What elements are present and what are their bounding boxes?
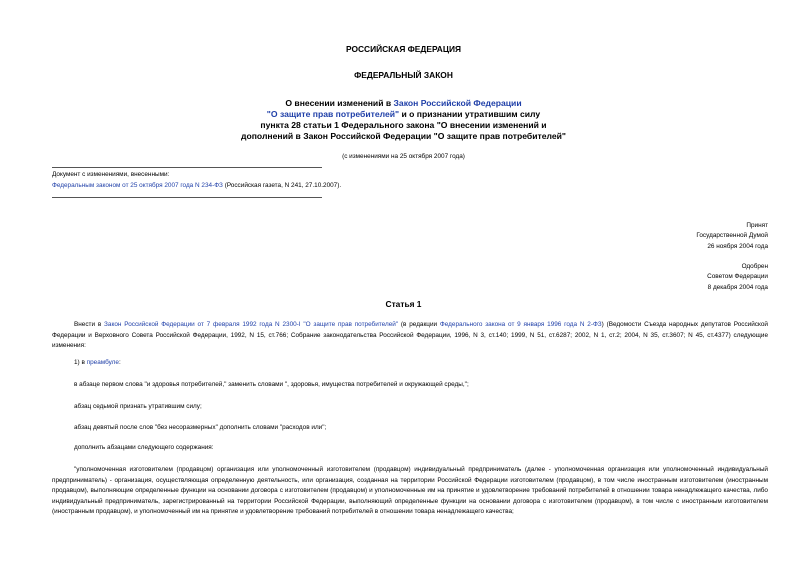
law-name-link[interactable]: "О защите прав потребителей" [266, 109, 400, 119]
federal-law-1996-link[interactable]: Федерального закона от 9 января 1996 года N 2-ФЗ [439, 321, 602, 328]
item-3: абзац седьмой признать утратившим силу; [74, 403, 202, 410]
doc-box-line2 [52, 181, 472, 192]
adopted-date: 26 ноября 2004 года [707, 242, 768, 250]
preamble-link[interactable]: преамбуле [86, 359, 119, 366]
amendments-note: (с изменениями на 25 октября 2007 года) [342, 153, 465, 160]
divider-top [52, 167, 322, 168]
approved-block [600, 262, 768, 293]
law-type-heading: ФЕДЕРАЛЬНЫЙ ЗАКОН [354, 70, 453, 80]
divider-bottom [52, 197, 322, 198]
title-line1: О внесении изменений в [285, 98, 394, 108]
law-link[interactable]: Закон Российской Федерации [393, 98, 522, 108]
amending-law-link[interactable]: Федеральным законом от 25 октября 2007 года N 234-ФЗ [52, 182, 223, 189]
title-line3: пункта 28 статьи 1 Федерального закона "О внесении изменений и [260, 120, 547, 130]
item-1: 1) в преамбуле: [74, 359, 121, 366]
item-4: абзац девятый после слов "без несоразмерных" дополнить словами "расходов или"; [74, 424, 327, 431]
consumer-law-link[interactable]: Закон Российской Федерации от 7 февраля 1992 года N 2300-I "О защите прав потребителей" [104, 321, 399, 328]
approved-body: Советом Федерации [707, 273, 768, 281]
title-line4: дополнений в Закон Российской Федерации "О защите прав потребителей" [241, 131, 566, 141]
approved-word: Одобрен [741, 263, 768, 270]
doc-box-line1: Документ с изменениями, внесенными: [52, 171, 170, 178]
article-title: Статья 1 [385, 299, 422, 309]
adopted-block [600, 221, 768, 252]
approved-date: 8 декабря 2004 года [707, 283, 768, 291]
item-6: "уполномоченная изготовителем (продавцом) организация или уполномоченный изготовителем (продавцом) индивидуальный предприниматель (далее - уполномоченная организация или уполномоченный индивидуальный предприниматель) - организация, осуществляющая определенную деятельность, или организация, созданная на территории Российской Федерации изготовителем (продавцом), в том числе иностранным изготовителем (иностранным продавцом), выполняющие определенные функции на основании договора с изготовителем (продавцом) и уполномоченные им на принятие и удовлетворение требований потребителей в отношении товара ненадлежащего качества, либо индивидуальный предприниматель, зарегистрированный на территории Российской Федерации, выполняющий определенные функции на основании договора с изготовителем (продавцом), в том числе с иностранным изготовителем (иностранным продавцом), и уполномоченный им на принятие и удовлетворение требований потребителей в отношении товара ненадлежащего качества; [52, 466, 768, 516]
item-2: в абзаце первом слова "и здоровья потребителей," заменить словами ", здоровья, имущества потребителей и окружающей среды,"; [74, 381, 469, 388]
item-5: дополнить абзацами следующего содержания: [74, 444, 214, 451]
title-line2: и о признании утратившим силу [399, 109, 541, 119]
gazette-ref: (Российская газета, N 241, 27.10.2007). [222, 182, 342, 189]
adopted-body: Государственной Думой [696, 232, 768, 240]
country-heading: РОССИЙСКАЯ ФЕДЕРАЦИЯ [345, 44, 462, 54]
adopted-word: Принят [746, 222, 768, 229]
document-title [0, 98, 807, 142]
intro-paragraph: Внести в Закон Российской Федерации от 7 февраля 1992 года N 2300-I "О защите прав потребителей" (в редакции Федерального закона от 9 января 1996 года N 2-ФЗ) (Ведомости Съезда народных депутатов Российской Федерации и Верховного Совета Российской Федерации, 1992, N 15, ст.766; Собрание законодательства Российской Федерации, 1996, N 3, ст.140; 1999, N 51, ст.6287; 2002, N 1, ст.2; 2004, N 35, ст.3607; N 45, ст.4377) следующие изменения: [52, 321, 768, 350]
